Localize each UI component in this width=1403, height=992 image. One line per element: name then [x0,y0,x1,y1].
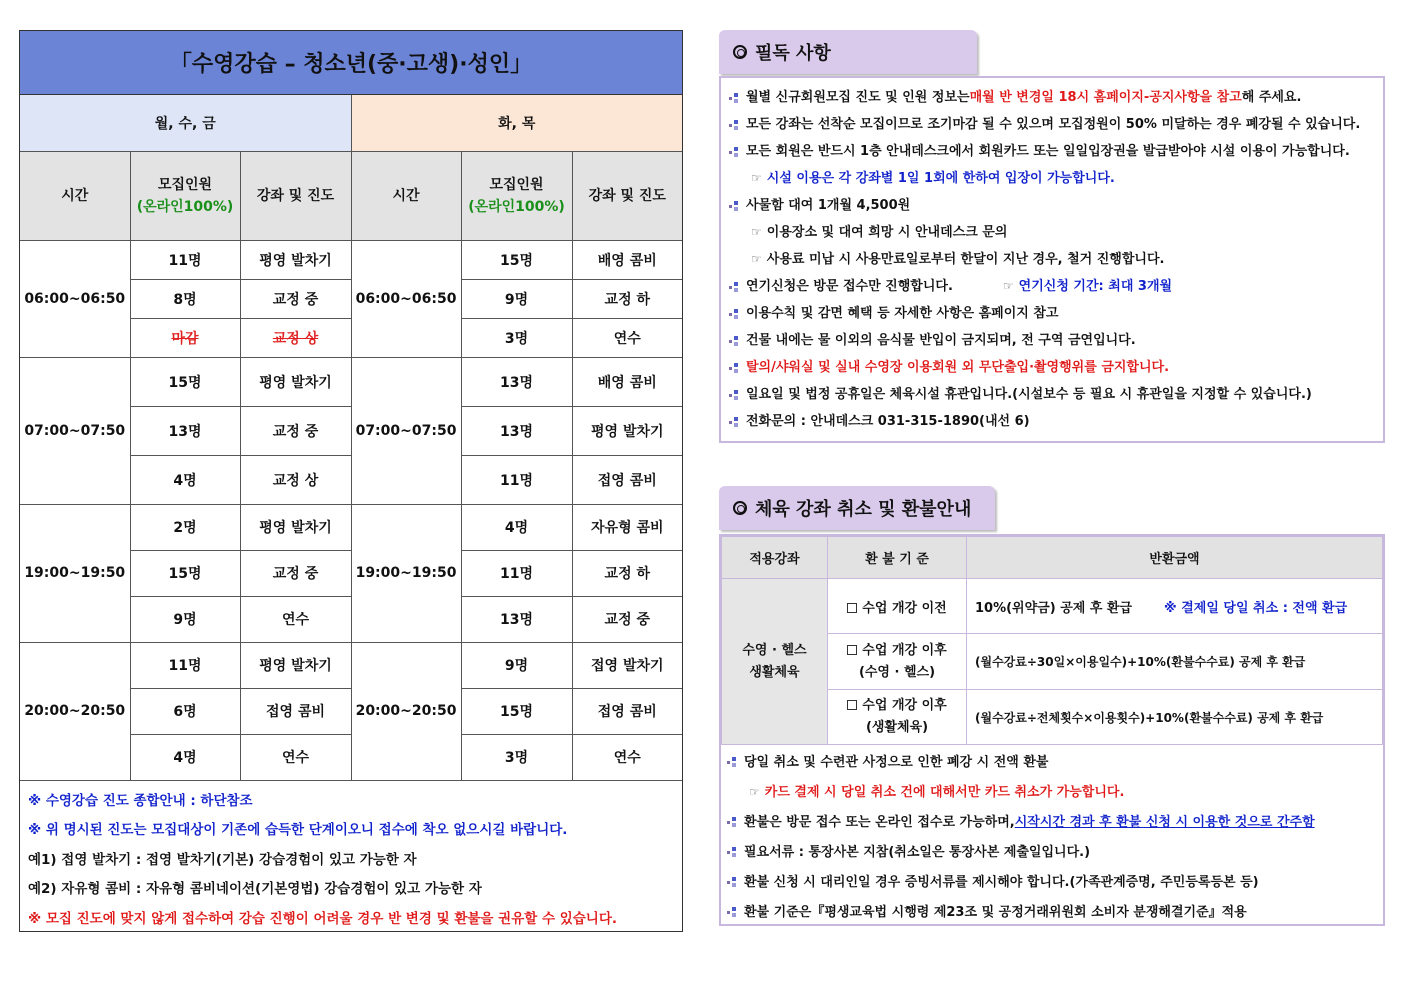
recruit-count: 4명 [130,734,240,780]
course-level: 접영 콤비 [240,688,351,734]
col-header-time: 시간 [351,151,461,240]
bullet-icon [727,847,737,857]
notice-line: 월별 신규회원모집 진도 및 인원 정보는 매월 반 변경일 18시 홈페이지-공지사항을 참고 해 주세요. [729,84,1375,111]
recruit-count: 마감 [130,318,240,357]
course-level: 평영 발차기 [572,406,682,455]
recruit-count: 6명 [130,688,240,734]
course-level: 연수 [572,734,682,780]
bullet-icon [729,120,739,130]
notice-line: 이용수칙 및 감면 혜택 등 자세한 사항은 홈페이지 참고 [729,300,1375,327]
recruit-count: 11명 [461,550,572,596]
schedule-note: 예2) 자유형 콤비 : 자유형 콤비네이션(기본영법) 강습경험이 있고 가능한 자 [28,881,482,897]
bullet-icon [727,817,737,827]
recruit-count: 15명 [130,357,240,406]
recruit-count: 13명 [461,357,572,406]
course-level: 교정 중 [240,406,351,455]
notice-line: 모든 강좌는 선착순 모집이므로 조기마감 될 수 있으며 모집정원이 50% 미달하는 경우 폐강될 수 있습니다. [729,111,1375,138]
notice-line: 일요일 및 법정 공휴일은 체육시설 휴관입니다.(시설보수 등 필요 시 휴관일을 지정할 수 있습니다.) [729,381,1375,408]
recruit-count: 13명 [130,406,240,455]
notice-line: 당일 취소 및 수련관 사정으로 인한 폐강 시 전액 환불 [727,747,1377,777]
pointing-hand-icon: ☞ [751,225,762,239]
notice-line: 탈의/샤워실 및 실내 수영장 이용회원 외 무단출입·촬영행위를 금지합니다. [729,354,1375,381]
col-header-course: 강좌 및 진도 [240,151,351,240]
course-level: 교정 중 [572,596,682,642]
refund-col-criteria: 환 불 기 준 [828,537,967,579]
notice-subline: ☞ 사용료 미납 시 사용만료일로부터 한달이 지난 경우, 철거 진행합니다. [729,246,1375,273]
notice-subline: ☞ 시설 이용은 각 강좌별 1일 1회에 한하여 입장이 가능합니다. [729,165,1375,192]
refund-course-cell: 수영 · 헬스 생활체육 [722,579,828,745]
must-read-title-text: 필독 사항 [755,43,831,64]
notice-subline: ☞ 카드 결제 시 당일 취소 건에 대해서만 카드 취소가 가능합니다. [727,777,1377,807]
schedule-notes [20,781,682,941]
course-level: 연수 [240,596,351,642]
bullet-icon [729,363,739,373]
course-level: 교정 상 [240,318,351,357]
refund-table [721,536,1383,745]
course-level: 접영 콤비 [572,688,682,734]
course-level: 평영 발차기 [240,504,351,550]
notice-subline: ☞ 이용장소 및 대여 희망 시 안내데스크 문의 [729,219,1375,246]
refund-title-text: 체육 강좌 취소 및 환불안내 [755,499,972,520]
time-slot-mwf: 20:00~20:50 [20,642,130,780]
bullet-icon [729,309,739,319]
recruit-count: 4명 [130,455,240,504]
course-level: 연수 [572,318,682,357]
checkbox-icon [847,645,857,655]
checkbox-icon [847,603,857,613]
refund-title [719,486,995,530]
recruit-count: 15명 [461,688,572,734]
course-level: 접영 발차기 [572,642,682,688]
checkbox-icon [847,700,857,710]
bullet-icon [729,282,739,292]
notice-line: 건물 내에는 물 이외의 음식물 반입이 금지되며, 전 구역 금연입니다. [729,327,1375,354]
recruit-count: 9명 [461,642,572,688]
schedule-row [20,642,682,688]
pointing-hand-icon: ☞ [749,784,760,799]
bullet-icon [729,336,739,346]
bullet-icon [727,907,737,917]
time-slot-mwf: 06:00~06:50 [20,240,130,357]
must-read-panel [719,76,1385,443]
schedule-title: 「수영강습 – 청소년(중·고생)·성인」 [20,31,682,95]
must-read-title [719,30,977,74]
course-level: 교정 하 [572,279,682,318]
recruit-count: 9명 [461,279,572,318]
refund-notes [721,745,1383,929]
notice-line: 환불은 방문 접수 또는 온라인 접수로 가능하며, 시작시간 경과 후 환불 신청 시 이용한 것으로 간주함 [727,807,1377,837]
recruit-count: 13명 [461,596,572,642]
pointing-hand-icon: ☞ [751,171,762,185]
time-slot-tt: 06:00~06:50 [351,240,461,357]
recruit-count: 13명 [461,406,572,455]
schedule-row [20,504,682,550]
recruit-count: 2명 [130,504,240,550]
bullet-icon [729,390,739,400]
notice-line: 연기신청은 방문 접수만 진행합니다. ☞ 연기신청 기간: 최대 3개월 [729,273,1375,300]
course-level: 배영 콤비 [572,240,682,279]
col-header-course: 강좌 및 진도 [572,151,682,240]
recruit-count: 11명 [130,240,240,279]
double-circle-icon [733,45,747,59]
col-header-time: 시간 [20,151,130,240]
schedule-note: ※ 수영강습 진도 종합안내 : 하단참조 [28,792,253,809]
swim-schedule-table [19,30,683,932]
schedule-grid [20,95,682,781]
time-slot-tt: 07:00~07:50 [351,357,461,504]
schedule-row [20,357,682,406]
recruit-count: 11명 [461,455,572,504]
time-slot-tt: 19:00~19:50 [351,504,461,642]
col-header-recruit: 모집인원 (온라인100%) [130,151,240,240]
refund-panel [719,534,1385,926]
recruit-count: 15명 [130,550,240,596]
refund-amount-cell: 10%(위약금) 공제 후 환급 ※ 결제일 당일 취소 : 전액 환급 [967,579,1383,634]
refund-col-amount: 반환금액 [967,537,1383,579]
time-slot-mwf: 19:00~19:50 [20,504,130,642]
recruit-count: 3명 [461,318,572,357]
schedule-row [20,240,682,279]
bullet-icon [729,417,739,427]
bullet-icon [727,877,737,887]
recruit-count: 11명 [130,642,240,688]
refund-criteria-cell: 수업 개강 이전 [828,579,967,634]
refund-amount-cell: (월수강료÷30일×이용일수)+10%(환불수수료) 공제 후 환급 [967,634,1383,690]
refund-amount-cell: (월수강료÷전체횟수×이용횟수)+10%(환불수수료) 공제 후 환급 [967,690,1383,745]
course-level: 교정 상 [240,455,351,504]
course-level: 평영 발차기 [240,642,351,688]
course-level: 연수 [240,734,351,780]
bullet-icon [727,757,737,767]
course-level: 배영 콤비 [572,357,682,406]
course-level: 교정 중 [240,279,351,318]
course-level: 자유형 콤비 [572,504,682,550]
notice-line: 환불 신청 시 대리인일 경우 증빙서류를 제시해야 합니다.(가족관계증명, 주민등록등본 등) [727,867,1377,897]
course-level: 평영 발차기 [240,240,351,279]
day-group-tue-thu: 화, 목 [351,95,682,151]
col-header-recruit: 모집인원 (온라인100%) [461,151,572,240]
pointing-hand-icon: ☞ [751,252,762,266]
course-level: 교정 하 [572,550,682,596]
schedule-note: ※ 모집 진도에 맞지 않게 접수하여 강습 진행이 어려울 경우 반 변경 및 환불을 권유할 수 있습니다. [28,910,618,927]
recruit-count: 3명 [461,734,572,780]
notice-line: 사물함 대여 1개월 4,500원 [729,192,1375,219]
bullet-icon [729,201,739,211]
course-level: 교정 중 [240,550,351,596]
time-slot-mwf: 07:00~07:50 [20,357,130,504]
bullet-icon [729,147,739,157]
recruit-count: 15명 [461,240,572,279]
refund-criteria-cell: 수업 개강 이후 (생활체육) [828,690,967,745]
recruit-count: 4명 [461,504,572,550]
notice-line: 환불 기준은『평생교육법 시행령 제23조 및 공정거래위원회 소비자 분쟁해결기준』적용 [727,897,1377,927]
double-circle-icon [733,501,747,515]
pointing-hand-icon: ☞ [1002,279,1014,293]
recruit-count: 9명 [130,596,240,642]
notice-line: 필요서류 : 통장사본 지참(취소일은 통장사본 제출일입니다.) [727,837,1377,867]
refund-col-course: 적용강좌 [722,537,828,579]
schedule-note: 예1) 접영 발차기 : 접영 발차기(기본) 강습경험이 있고 가능한 자 [28,851,417,868]
bullet-icon [729,93,739,103]
recruit-count: 8명 [130,279,240,318]
notice-line: 전화문의 : 안내데스크 031-315-1890(내선 6) [729,408,1375,435]
notice-line: 모든 회원은 반드시 1층 안내데스크에서 회원카드 또는 일일입장권을 발급받아야 시설 이용이 가능합니다. [729,138,1375,165]
time-slot-tt: 20:00~20:50 [351,642,461,780]
course-level: 접영 콤비 [572,455,682,504]
refund-criteria-cell: 수업 개강 이후 (수영 · 헬스) [828,634,967,690]
day-group-mon-wed-fri: 월, 수, 금 [20,95,351,151]
course-level: 평영 발차기 [240,357,351,406]
schedule-note: ※ 위 명시된 진도는 모집대상이 기존에 습득한 단계이오니 접수에 착오 없으시길 바랍니다. [28,822,568,838]
